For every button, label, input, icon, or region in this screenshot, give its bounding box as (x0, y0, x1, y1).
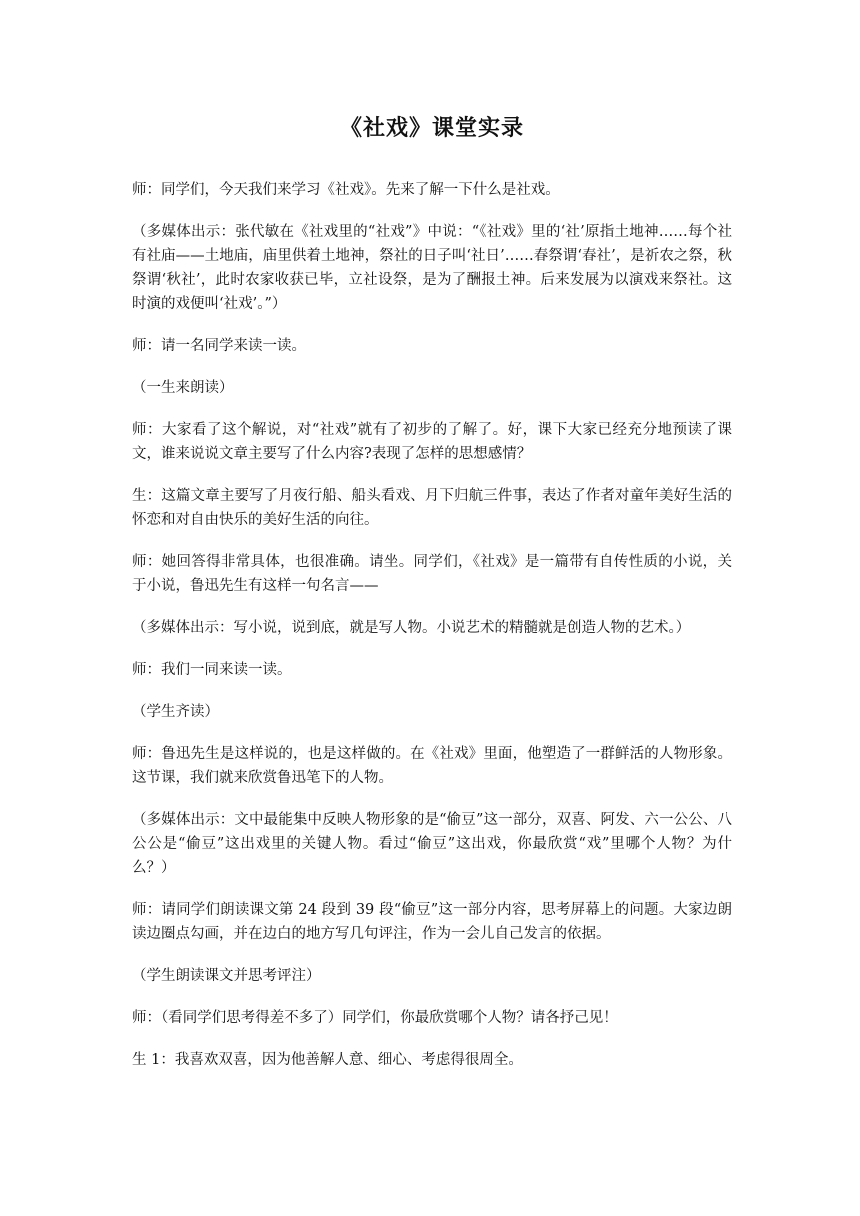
paragraph: 师：（看同学们思考得差不多了）同学们，你最欣赏哪个人物？请各抒己见！ (132, 1010, 618, 1026)
paragraph: 生 1：我喜欢双喜，因为他善解人意、细心、考虑得很周全。 (132, 1052, 523, 1068)
paragraph: 生：这篇文章主要写了月夜行船、船头看戏、月下归航三件事，表达了作者对童年美好生活的怀恋和对自由快乐的美好生活的向往。 (132, 488, 732, 528)
paragraph: （多媒体出示：写小说，说到底，就是写人物。小说艺术的精髓就是创造人物的艺术。） (132, 620, 691, 636)
document-page (132, 112, 732, 1090)
paragraph: （一生来朗读） (132, 380, 234, 396)
paragraph: 师：请同学们朗读课文第 24 段到 39 段“偷豆”这一部分内容，思考屏幕上的问题。大家边朗读边圈点勾画，并在边白的地方写几句评注，作为一会儿自己发言的依据。 (132, 902, 732, 942)
paragraph: （多媒体出示：张代敏在《社戏里的“社戏”》中说：“《社戏》里的‘社’原指土地神……每个社有社庙——土地庙，庙里供着土地神，祭社的日子叫‘社日’……春祭谓‘春社’，是祈农之祭，秋祭谓‘秋社’，此时农家收获已毕，立社设祭，是为了酬报土神。后来发展为以演戏来祭社。这时演的戏便叫‘社戏’。”） (132, 224, 732, 312)
paragraph: （多媒体出示：文中最能集中反映人物形象的是“偷豆”这一部分，双喜、阿发、六一公公、八公公是“偷豆”这出戏里的关键人物。看过“偷豆”这出戏，你最欣赏“戏”里哪个人物？为什么？） (132, 812, 732, 876)
paragraph: 师：请一名同学来读一读。 (132, 338, 306, 354)
paragraph: 师：我们一同来读一读。 (132, 662, 292, 678)
paragraph: 师：鲁迅先生是这样说的，也是这样做的。在《社戏》里面，他塑造了一群鲜活的人物形象。这节课，我们就来欣赏鲁迅笔下的人物。 (132, 746, 732, 786)
paragraph: （学生齐读） (132, 704, 219, 720)
paragraph: 师：大家看了这个解说，对“社戏”就有了初步的了解了。好，课下大家已经充分地预读了课文，谁来说说文章主要写了什么内容?表现了怎样的思想感情？ (132, 422, 732, 462)
paragraph: 师：同学们，今天我们来学习《社戏》。先来了解一下什么是社戏。 (132, 182, 560, 198)
document-title: 《社戏》课堂实录 (339, 115, 524, 141)
paragraph: （学生朗读课文并思考评注） (132, 968, 321, 984)
paragraph: 师：她回答得非常具体，也很准确。请坐。同学们，《社戏》是一篇带有自传性质的小说，关于小说，鲁迅先生有这样一句名言—— (132, 554, 732, 594)
